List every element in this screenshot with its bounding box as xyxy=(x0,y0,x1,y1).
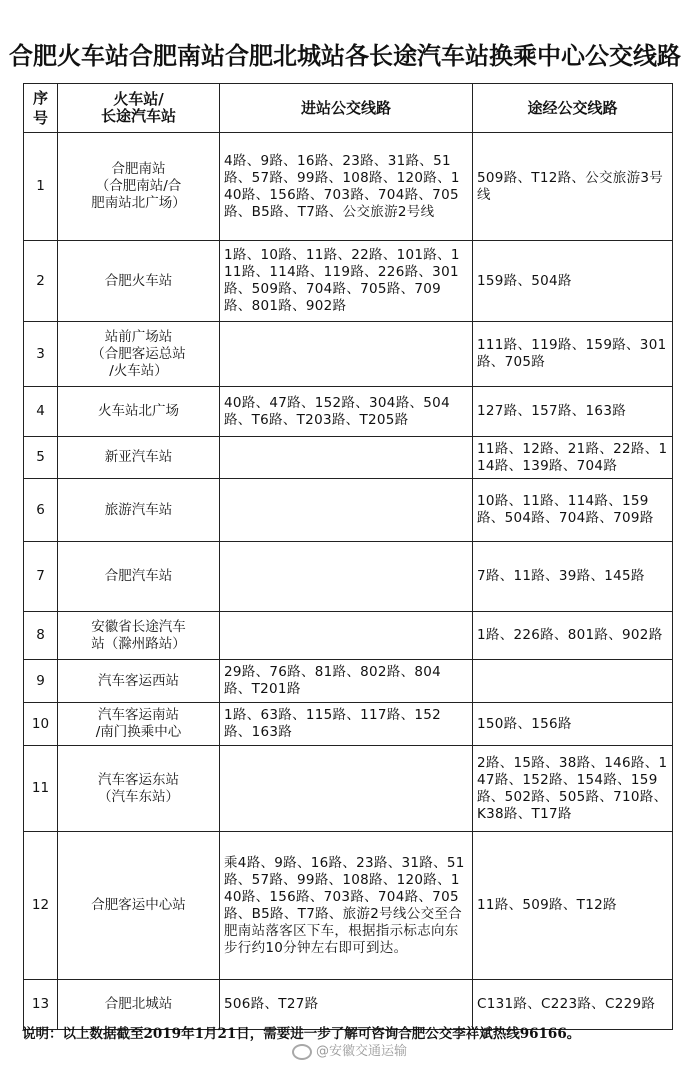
header-seq-line-1: 序 xyxy=(32,89,48,107)
row-seq: 2 xyxy=(24,241,58,322)
row-enter-routes xyxy=(220,479,473,542)
table-row xyxy=(24,542,673,612)
row-via-routes: 10路、11路、114路、159路、504路、704路、709路 xyxy=(473,479,673,542)
row-via-routes: 127路、157路、163路 xyxy=(473,387,673,437)
table-row xyxy=(24,241,673,322)
table-row xyxy=(24,479,673,542)
table-header-row xyxy=(24,84,673,133)
row-seq: 10 xyxy=(24,703,58,746)
row-seq: 4 xyxy=(24,387,58,437)
row-enter-routes: 4路、9路、16路、23路、31路、51路、57路、99路、108路、120路、140路、156路、703路、704路、705路、B5路、T7路、公交旅游2号线 xyxy=(220,133,473,241)
table-row xyxy=(24,612,673,660)
row-seq: 13 xyxy=(24,980,58,1030)
table-row xyxy=(24,322,673,387)
row-seq: 5 xyxy=(24,437,58,479)
row-station: 旅游汽车站 xyxy=(58,479,220,542)
row-station: 合肥汽车站 xyxy=(58,542,220,612)
row-station: 汽车客运东站 （汽车东站） xyxy=(58,746,220,832)
row-station: 站前广场站 （合肥客运总站 /火车站） xyxy=(58,322,220,387)
row-enter-routes xyxy=(220,746,473,832)
table-row xyxy=(24,437,673,479)
bus-routes-table xyxy=(23,83,673,1030)
row-via-routes: 7路、11路、39路、145路 xyxy=(473,542,673,612)
row-enter-routes xyxy=(220,542,473,612)
row-station: 合肥客运中心站 xyxy=(58,832,220,980)
row-via-routes: 11路、509路、T12路 xyxy=(473,832,673,980)
table-row xyxy=(24,703,673,746)
row-seq: 3 xyxy=(24,322,58,387)
row-via-routes: 111路、119路、159路、301路、705路 xyxy=(473,322,673,387)
header-station: 火车站/ 长途汽车站 xyxy=(58,84,220,133)
table-row xyxy=(24,387,673,437)
footnote: 说明：以上数据截至2019年1月21日，需要进一步了解可咨询合肥公交李祥斌热线96166。 xyxy=(22,1026,581,1042)
row-enter-routes: 1路、63路、115路、117路、152路、163路 xyxy=(220,703,473,746)
header-seq xyxy=(24,84,58,133)
watermark-text: @安徽交通运输 xyxy=(316,1044,408,1059)
row-seq: 6 xyxy=(24,479,58,542)
header-enter-routes: 进站公交线路 xyxy=(220,84,473,133)
row-seq: 11 xyxy=(24,746,58,832)
weibo-icon xyxy=(292,1044,312,1060)
row-via-routes: 1路、226路、801路、902路 xyxy=(473,612,673,660)
row-via-routes: 159路、504路 xyxy=(473,241,673,322)
row-station: 合肥火车站 xyxy=(58,241,220,322)
row-via-routes: C131路、C223路、C229路 xyxy=(473,980,673,1030)
header-via-routes: 途经公交线路 xyxy=(473,84,673,133)
row-via-routes: 150路、156路 xyxy=(473,703,673,746)
row-station: 新亚汽车站 xyxy=(58,437,220,479)
row-via-routes xyxy=(473,660,673,703)
row-seq: 7 xyxy=(24,542,58,612)
row-seq: 9 xyxy=(24,660,58,703)
table-row xyxy=(24,660,673,703)
row-station: 汽车客运西站 xyxy=(58,660,220,703)
header-seq-line-2: 号 xyxy=(32,109,48,127)
row-station: 合肥南站 （合肥南站/合 肥南站北广场） xyxy=(58,133,220,241)
row-enter-routes: 乘4路、9路、16路、23路、31路、51路、57路、99路、108路、120路、140路、156路、703路、704路、705路、B5路、T7路、旅游2号线公交至合肥南站落客区下车，根据指示标志向东步行约10分钟左右即可到达。 xyxy=(220,832,473,980)
row-enter-routes: 506路、T27路 xyxy=(220,980,473,1030)
row-station: 安徽省长途汽车 站（滁州路站） xyxy=(58,612,220,660)
row-enter-routes xyxy=(220,322,473,387)
watermark xyxy=(292,1040,407,1060)
row-station: 汽车客运南站 /南门换乘中心 xyxy=(58,703,220,746)
row-enter-routes: 29路、76路、81路、802路、804路、T201路 xyxy=(220,660,473,703)
row-via-routes: 509路、T12路、公交旅游3号线 xyxy=(473,133,673,241)
row-seq: 8 xyxy=(24,612,58,660)
table-row xyxy=(24,133,673,241)
row-via-routes: 11路、12路、21路、22路、114路、139路、704路 xyxy=(473,437,673,479)
row-station: 火车站北广场 xyxy=(58,387,220,437)
table-row xyxy=(24,832,673,980)
row-via-routes: 2路、15路、38路、146路、147路、152路、154路、159路、502路、505路、710路、K38路、T17路 xyxy=(473,746,673,832)
row-enter-routes xyxy=(220,437,473,479)
row-seq: 1 xyxy=(24,133,58,241)
row-seq: 12 xyxy=(24,832,58,980)
row-enter-routes: 1路、10路、11路、22路、101路、111路、114路、119路、226路、301路、509路、704路、705路、709路、801路、902路 xyxy=(220,241,473,322)
page-title: 合肥火车站合肥南站合肥北城站各长途汽车站换乘中心公交线路 xyxy=(9,42,681,70)
table-row xyxy=(24,746,673,832)
row-enter-routes: 40路、47路、152路、304路、504路、T6路、T203路、T205路 xyxy=(220,387,473,437)
row-station: 合肥北城站 xyxy=(58,980,220,1030)
row-enter-routes xyxy=(220,612,473,660)
